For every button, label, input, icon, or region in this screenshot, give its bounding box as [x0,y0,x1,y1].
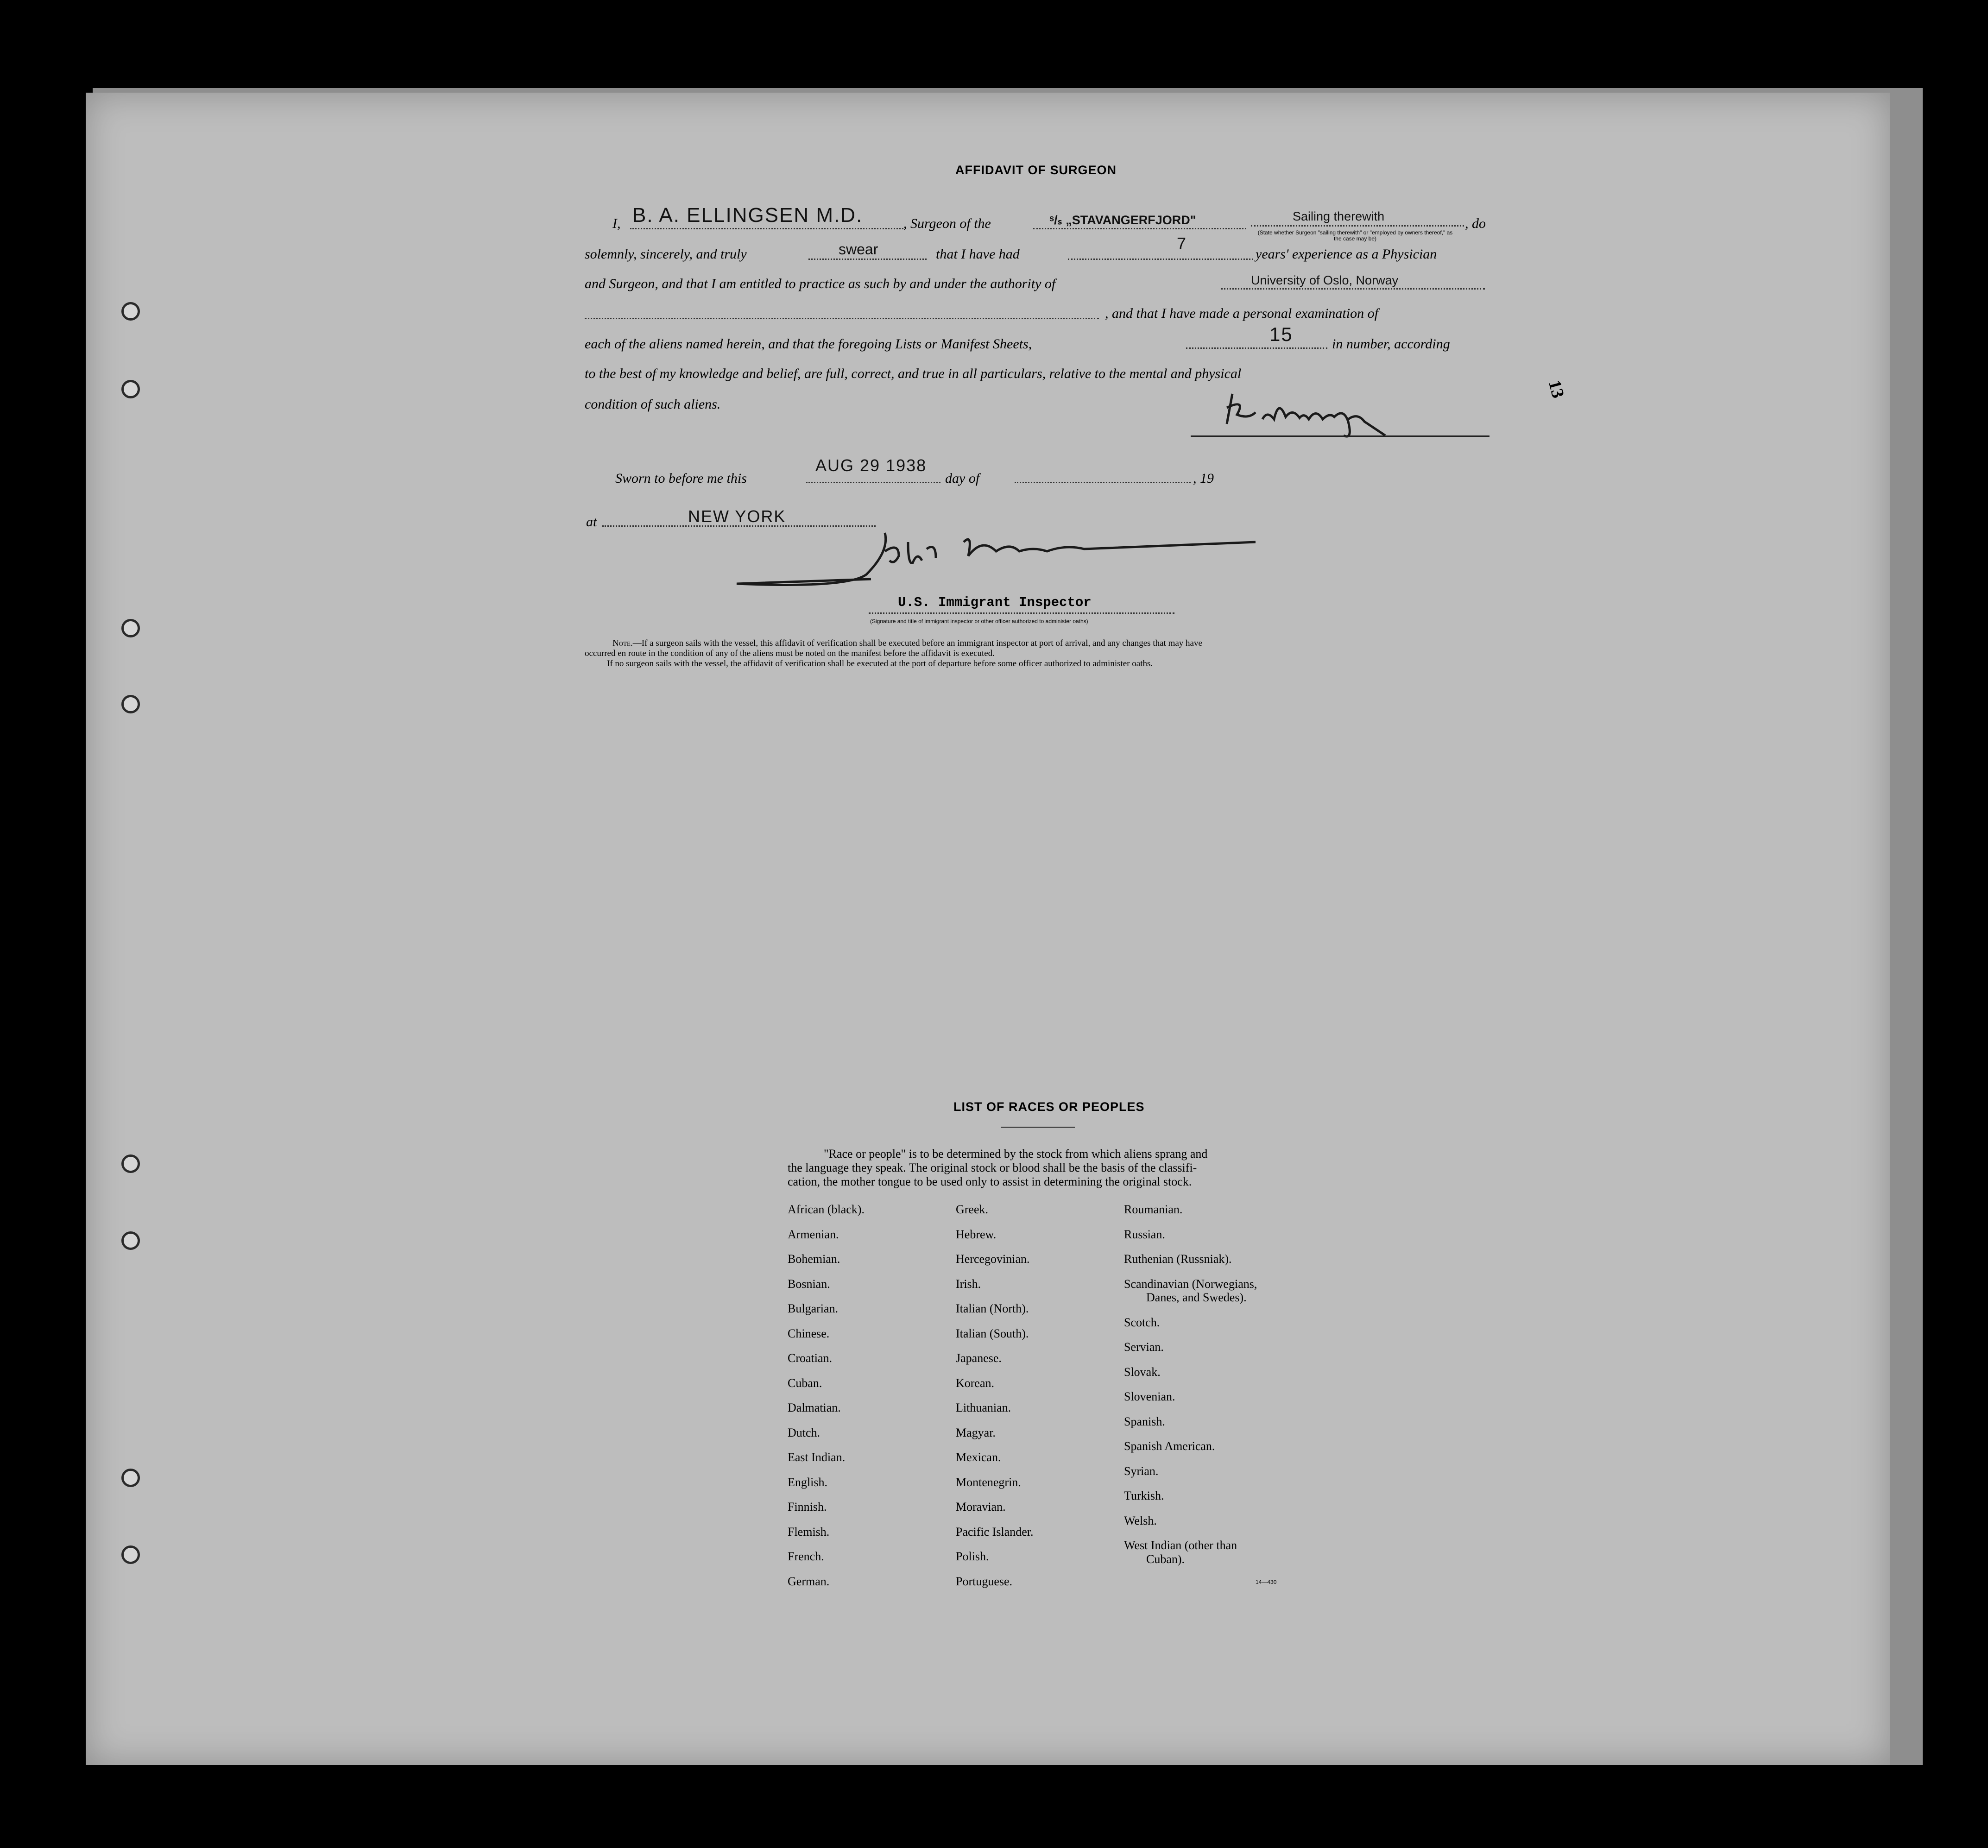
race-item: Japanese. [956,1351,1002,1365]
line1-mid: , Surgeon of the [903,216,991,231]
month-underline [1015,482,1191,483]
races-intro: "Race or people" is to be determined by the stock from which aliens sprang and the language they speak. The original stock or blood shall be the basis of the classifi- cation, the mother tongue to be used only to assist in determining the original stock. [788,1147,1208,1188]
race-item: East Indian. [788,1451,846,1464]
race-item: Polish. [956,1550,989,1563]
line1-pre: I, [612,216,621,231]
race-item: Spanish. [1124,1414,1165,1428]
race-item: Dutch. [788,1425,820,1439]
race-item: Flemish. [788,1525,830,1539]
race-item: Slovenian. [1124,1390,1175,1403]
line1-post: , do [1465,216,1486,231]
race-item: Bosnian. [788,1277,830,1291]
sworn-date: AUG 29 1938 [815,456,927,475]
race-item: Ruthenian (Russniak). [1124,1252,1232,1266]
race-item: English. [788,1475,827,1489]
oath-underline [808,259,927,260]
punch-hole [121,1469,140,1487]
race-item: West Indian (other than [1124,1539,1237,1552]
race-item: Spanish American. [1124,1439,1215,1453]
race-item: Magyar. [956,1425,996,1439]
manifest-sheets-count: 15 [1269,323,1293,345]
race-item: Korean. [956,1376,995,1390]
surgeon-signature-line [1191,435,1489,437]
race-item: Welsh. [1124,1514,1157,1527]
margin-page-number: 13 [1544,378,1568,400]
race-item: Hebrew. [956,1227,997,1241]
inspector-signature [732,523,1256,593]
surgeon-name-underline [630,228,903,229]
race-item: Scotch. [1124,1315,1160,1329]
place-pre: at [586,514,597,530]
punch-hole [121,1545,140,1564]
oath-word: swear [839,241,878,258]
sheets-underline [1186,347,1327,349]
race-item: Irish. [956,1277,981,1291]
race-item: Cuban). [1146,1552,1185,1566]
years-experience: 7 [1177,234,1187,253]
inspector-hint: (Signature and title of immigrant inspector or other officer authorized to administer oaths) [870,618,1088,624]
line6: to the best of my knowledge and belief, are full, correct, and true in all particulars, relative to the mental and physical [585,366,1242,381]
race-item: Montenegrin. [956,1475,1021,1489]
race-item: Dalmatian. [788,1401,841,1414]
sworn-place: NEW YORK [688,507,786,526]
line5-pre: each of the aliens named herein, and that the foregoing Lists or Manifest Sheets, [585,336,1032,352]
race-item: German. [788,1574,830,1588]
status-hint: (State whether Surgeon "sailing therewith" or "employed by owners thereof," as the case may be) [1257,229,1453,242]
status-underline [1251,225,1464,227]
punch-hole [121,302,140,321]
line4-post: , and that I have made a personal examination of [1105,306,1378,321]
race-item: Roumanian. [1124,1203,1183,1216]
surgeon-signature [1205,380,1445,445]
punch-hole [121,1154,140,1173]
line7: condition of such aliens. [585,397,721,412]
sworn-post: , 19 [1193,471,1214,486]
race-item: Croatian. [788,1351,833,1365]
vessel-underline [1033,228,1246,229]
affidavit-title: AFFIDAVIT OF SURGEON [955,163,1117,177]
race-item: Slovak. [1124,1365,1161,1379]
line2-pre: solemnly, sincerely, and truly [585,246,747,262]
races-title: LIST OF RACES OR PEOPLES [953,1100,1145,1114]
form-number: 14—430 [1256,1579,1277,1585]
authority-underline [1221,288,1485,290]
race-item: Portuguese. [956,1574,1013,1588]
race-item: Hercegovinian. [956,1252,1030,1266]
race-item: Russian. [1124,1227,1165,1241]
punch-hole [121,695,140,713]
surgeon-name: B. A. ELLINGSEN M.D. [632,204,863,227]
race-item: Armenian. [788,1227,839,1241]
race-item: Chinese. [788,1326,830,1340]
line3-pre: and Surgeon, and that I am entitled to practice as such by and under the authority of [585,276,1056,291]
vessel-name: ˢ/ₛ „STAVANGERFJORD" [1049,213,1196,227]
sworn-pre: Sworn to before me this [615,471,747,486]
affidavit-note: Note.—If a surgeon sails with the vessel, this affidavit of verification shall be executed before an immigrant inspector at port of arrival, and any changes that may have occurred en route in the condition of any of the aliens must be noted on the manifest before the affidavit is executed. If no surgeon sails with the vessel, the affidavit of verification shall be executed at the port of departure before some officer authorized to administer oaths. [585,638,1202,669]
race-item: Italian (South). [956,1326,1029,1340]
race-item: Lithuanian. [956,1401,1011,1414]
race-item: Cuban. [788,1376,822,1390]
race-item: Turkish. [1124,1489,1164,1502]
date-underline [806,482,940,483]
race-item: Bulgarian. [788,1302,839,1315]
race-item: Pacific Islander. [956,1525,1034,1539]
line5-post: in number, according [1332,336,1450,352]
race-item: Moravian. [956,1500,1006,1514]
race-item: African (black). [788,1203,865,1216]
sworn-mid: day of [945,471,980,486]
race-item: Bohemian. [788,1252,840,1266]
race-item: Danes, and Swedes). [1146,1291,1247,1304]
inspector-title-line [869,612,1174,614]
line2-mid: that I have had [936,246,1020,262]
line2-post: years' experience as a Physician [1256,246,1437,262]
races-title-rule [1001,1127,1075,1128]
authority-continuation-line [585,318,1099,319]
punch-hole [121,1231,140,1250]
authority: University of Oslo, Norway [1251,273,1399,287]
punch-hole [121,619,140,637]
surgeon-status: Sailing therewith [1293,209,1385,223]
race-item: Syrian. [1124,1464,1159,1478]
race-item: Mexican. [956,1451,1001,1464]
inspector-title: U.S. Immigrant Inspector [898,595,1092,610]
race-item: Greek. [956,1203,989,1216]
punch-hole [121,380,140,398]
years-underline [1068,259,1253,260]
race-item: Scandinavian (Norwegians, [1124,1277,1257,1291]
race-item: Italian (North). [956,1302,1029,1315]
race-item: Finnish. [788,1500,827,1514]
race-item: Servian. [1124,1340,1164,1354]
race-item: French. [788,1550,824,1563]
